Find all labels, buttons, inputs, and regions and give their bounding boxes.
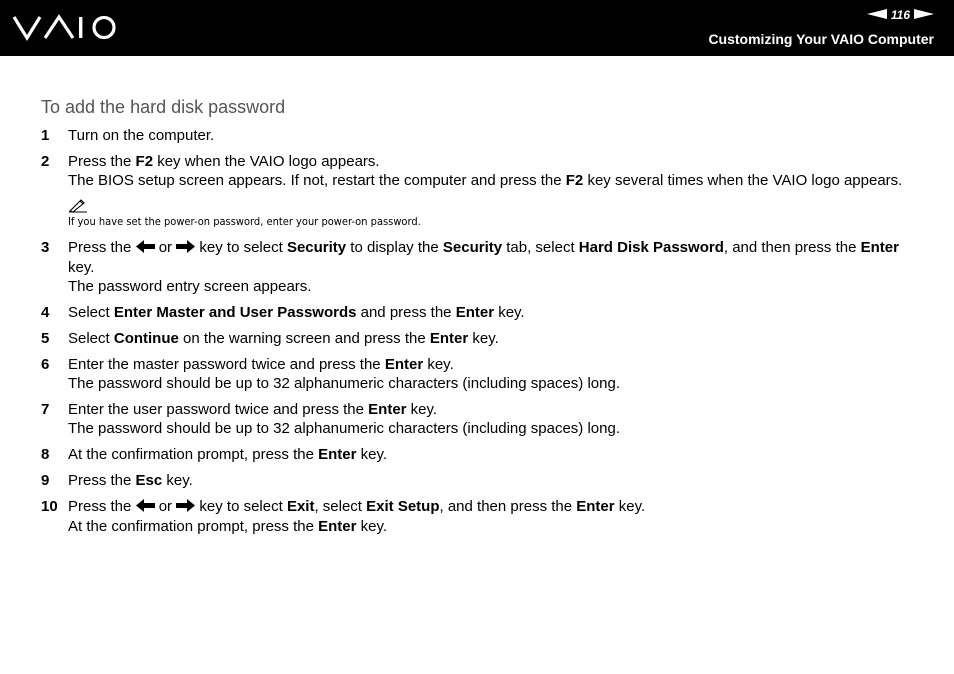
step-10: [41, 497, 921, 536]
section-title: To add the hard disk password: [41, 97, 286, 117]
step-number: 9: [41, 472, 50, 489]
step-text: to display the: [346, 239, 443, 256]
step-number: 10: [41, 498, 58, 515]
step-detail: key.: [356, 518, 388, 535]
step-text: and press the: [356, 304, 456, 321]
pencil-note-icon: [68, 197, 921, 213]
note: [41, 197, 921, 229]
menu-name: Exit Setup: [366, 498, 440, 515]
step-number: 4: [41, 304, 50, 321]
triangle-right-icon[interactable]: [914, 6, 934, 24]
step-number: 5: [41, 330, 50, 347]
step-text: At the confirmation prompt, press the: [68, 446, 319, 463]
step-detail: key several times when the VAIO logo appears.: [583, 172, 903, 189]
step-text: on the warning screen and press the: [178, 330, 430, 347]
step-text: key.: [68, 259, 95, 276]
step-text: Press the: [68, 472, 136, 489]
step-text: key to select: [195, 239, 287, 256]
document-body: [41, 97, 921, 543]
step-text: , and then press the: [439, 498, 577, 515]
key-name: Enter: [318, 446, 357, 463]
step-text: key.: [614, 498, 646, 515]
step-text: key when the VAIO logo appears.: [153, 153, 380, 170]
step-detail: At the confirmation prompt, press the: [68, 518, 319, 535]
step-text: key.: [162, 472, 193, 489]
menu-name: Continue: [113, 330, 179, 347]
step-number: 7: [41, 401, 50, 418]
key-name: Enter: [455, 304, 495, 321]
step-7: [41, 400, 921, 438]
key-name: Enter: [576, 498, 615, 515]
step-text: or: [154, 239, 177, 256]
page-number: 116: [890, 8, 910, 22]
page-navigation: [867, 7, 934, 23]
step-text: Select: [68, 330, 114, 347]
step-detail: The BIOS setup screen appears. If not, restart the computer and press the: [68, 172, 566, 189]
step-text: , select: [314, 498, 367, 515]
arrow-right-icon: [176, 239, 195, 258]
menu-name: Hard Disk Password: [578, 239, 724, 256]
key-name: Esc: [135, 472, 163, 489]
step-number: 1: [41, 127, 50, 144]
step-text: key to select: [195, 498, 287, 515]
step-number: 2: [41, 153, 50, 170]
step-text: Enter the master password twice and press the: [68, 356, 385, 373]
step-2: [41, 152, 921, 190]
menu-name: Exit: [286, 498, 315, 515]
key-name: Enter: [384, 356, 424, 373]
step-detail: The password entry screen appears.: [68, 278, 312, 295]
step-text: Press the: [68, 498, 136, 515]
key-name: F2: [135, 153, 154, 170]
step-3: [41, 238, 921, 296]
key-name: Enter: [429, 330, 469, 347]
step-number: 3: [41, 239, 50, 256]
step-text: Turn on the computer.: [68, 127, 215, 144]
page-header: [0, 0, 954, 56]
step-8: [41, 445, 921, 464]
menu-name: Security: [286, 239, 347, 256]
step-1: [41, 126, 921, 145]
vaio-logo: [12, 11, 120, 50]
step-text: or: [154, 498, 177, 515]
menu-name: Security: [442, 239, 503, 256]
step-text: Press the: [68, 153, 136, 170]
key-name: F2: [565, 172, 584, 189]
step-text: Select: [68, 304, 114, 321]
step-5: [41, 329, 921, 348]
step-text: key.: [423, 356, 454, 373]
arrow-right-icon: [176, 498, 195, 517]
triangle-left-icon[interactable]: [867, 6, 887, 24]
step-text: , and then press the: [723, 239, 861, 256]
key-name: Enter: [860, 239, 899, 256]
key-name: Enter: [318, 518, 357, 535]
note-text: If you have set the power-on password, enter your power-on password.: [68, 215, 421, 228]
step-9: [41, 471, 921, 490]
key-name: Enter: [368, 401, 407, 418]
menu-name: Enter Master and User Passwords: [113, 304, 357, 321]
step-text: Press the: [68, 239, 136, 256]
step-detail: The password should be up to 32 alphanumeric characters (including spaces) long.: [68, 375, 620, 392]
step-number: 8: [41, 446, 50, 463]
step-4: [41, 303, 921, 322]
arrow-left-icon: [136, 239, 155, 258]
step-text: key.: [406, 401, 438, 418]
step-text: tab, select: [502, 239, 579, 256]
step-text: key.: [468, 330, 499, 347]
header-title: Customizing Your VAIO Computer: [708, 31, 934, 47]
step-6: [41, 355, 921, 393]
step-text: key.: [494, 304, 525, 321]
step-number: 6: [41, 356, 50, 373]
step-text: key.: [356, 446, 388, 463]
step-text: Enter the user password twice and press the: [68, 401, 369, 418]
arrow-left-icon: [136, 498, 155, 517]
step-detail: The password should be up to 32 alphanumeric characters (including spaces) long.: [68, 420, 620, 437]
